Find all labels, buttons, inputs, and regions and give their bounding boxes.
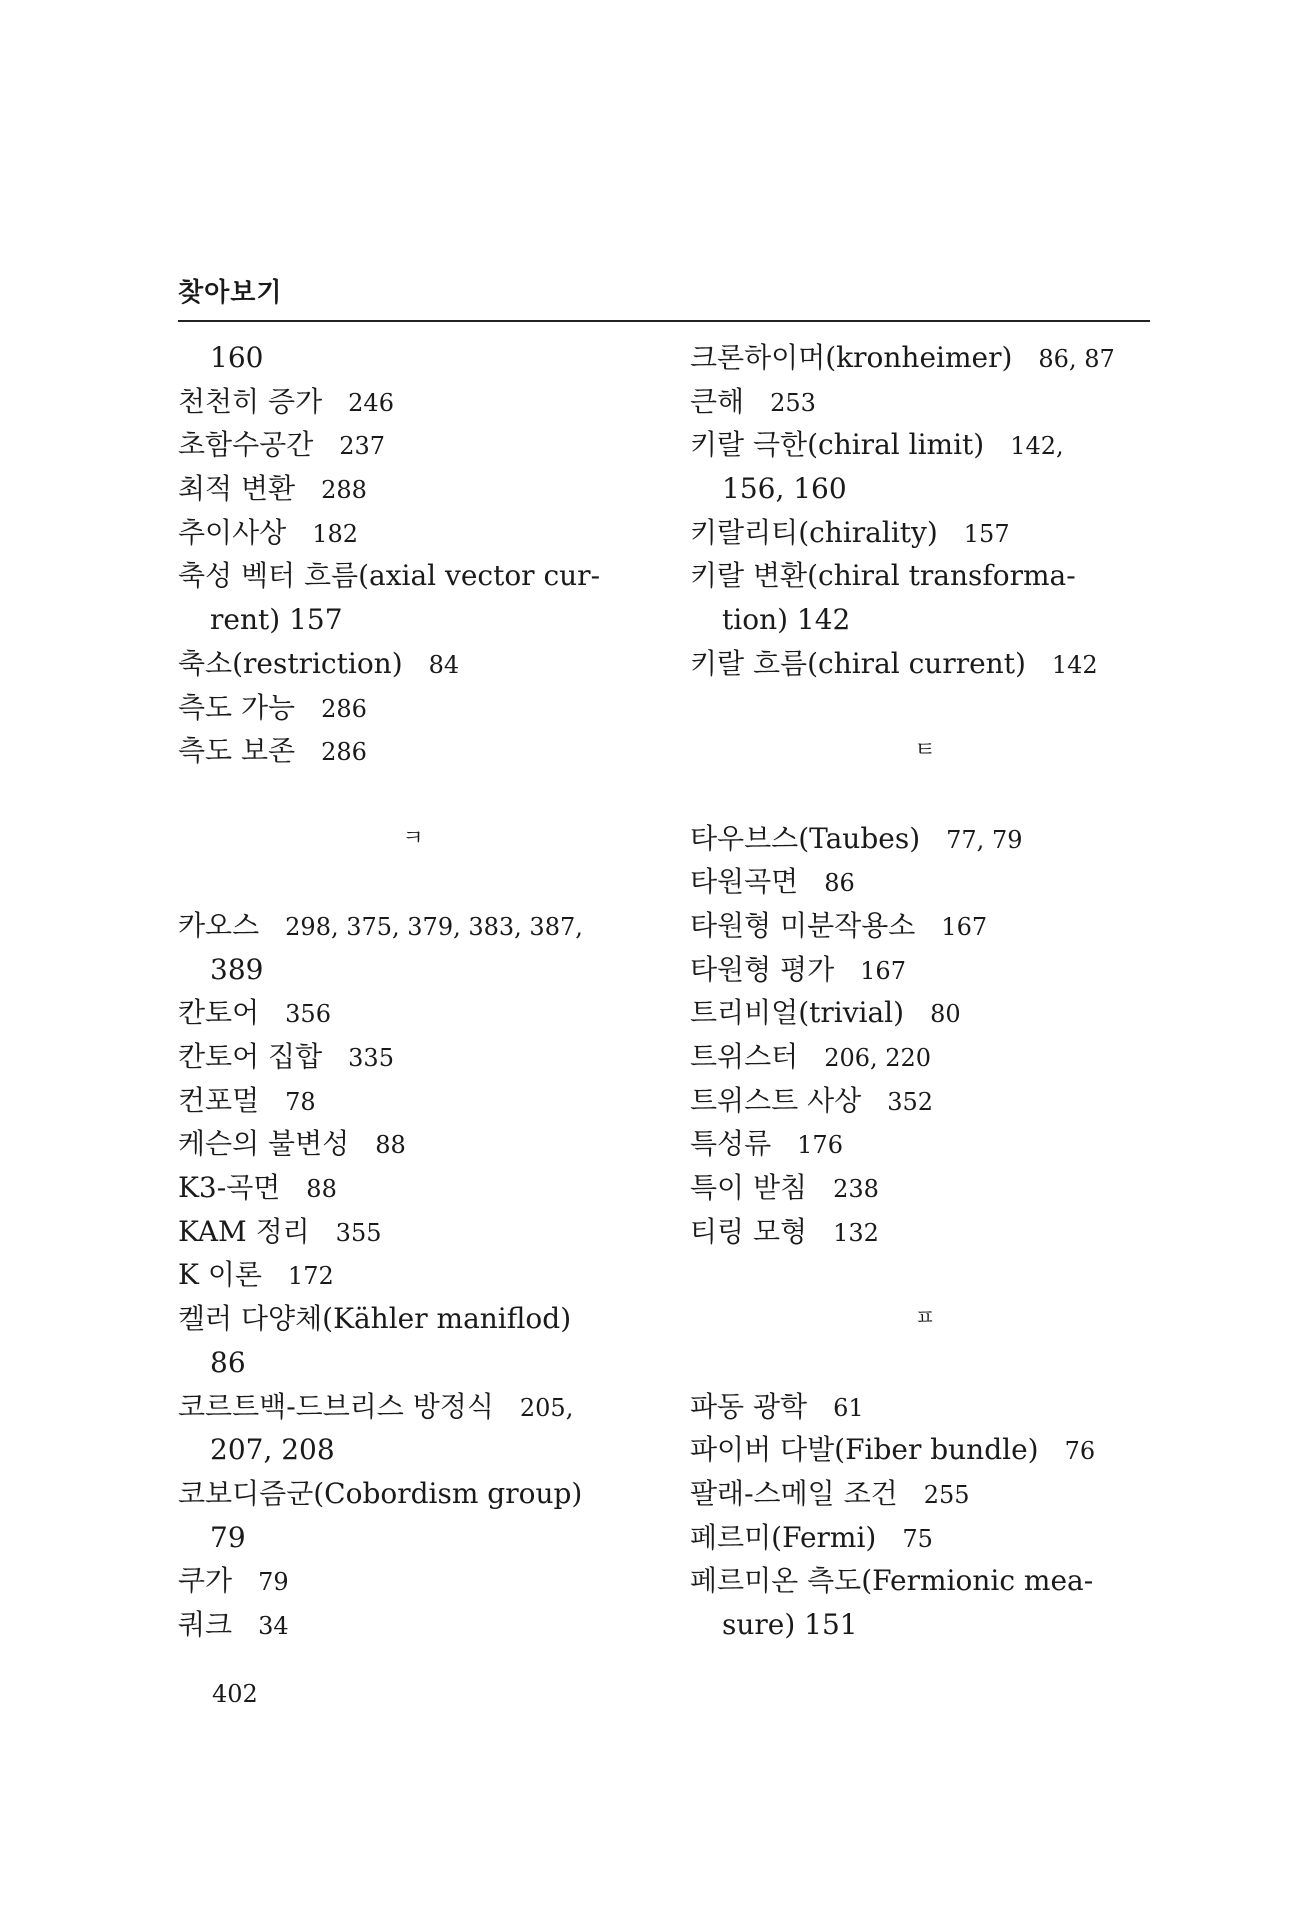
index-entry [690, 511, 1160, 555]
index-pages: 167 [860, 956, 906, 985]
index-term: 파동 광학 [690, 1389, 808, 1423]
index-term: 크론하이머(kronheimer) [690, 341, 1013, 374]
index-pages: 182 [312, 519, 359, 548]
index-term: 트위스터 [690, 1040, 799, 1073]
index-term: 쿼크 [178, 1607, 233, 1641]
index-pages: 61 [833, 1393, 864, 1422]
index-entry [690, 1079, 1160, 1123]
index-entry [690, 860, 1160, 904]
index-pages: 286 [321, 738, 367, 767]
index-entry-continuation: 156, 160 [722, 472, 847, 506]
index-pages: 246 [348, 388, 394, 417]
index-entry [178, 686, 648, 730]
index-entry [690, 1210, 1160, 1254]
index-term: 칸토어 [178, 996, 260, 1030]
index-entry [178, 729, 648, 773]
index-entry-continuation: tion) 142 [722, 603, 851, 637]
section-heading: ㅍ [914, 1306, 936, 1332]
index-term: 키랄리티(chirality) [690, 515, 938, 549]
index-term: 파이버 다발(Fiber bundle) [690, 1433, 1039, 1467]
index-entry-continuation: sure) 151 [722, 1607, 858, 1641]
index-term: K 이론 [178, 1258, 262, 1292]
index-entry [178, 554, 648, 598]
header-rule [178, 320, 1150, 322]
index-term: 측도 가능 [178, 690, 296, 724]
index-term: 트리비얼(trivial) [690, 996, 905, 1030]
index-pages: 80 [930, 1000, 961, 1029]
index-pages: 356 [285, 1000, 331, 1029]
index-entry [690, 991, 1160, 1035]
index-term: 측도 보존 [178, 734, 296, 768]
index-term: 칸토어 집합 [178, 1040, 323, 1073]
index-pages: 88 [306, 1175, 337, 1204]
index-pages: 142, [1010, 432, 1064, 461]
index-pages: 142 [1051, 650, 1098, 679]
index-entry-continuation: rent) 157 [210, 603, 343, 637]
index-entry [690, 1035, 1160, 1079]
index-term: 페르미온 측도(Fermionic mea- [690, 1564, 1094, 1598]
index-entry [178, 423, 648, 467]
index-term: KAM 정리 [178, 1214, 310, 1248]
index-entry [690, 1122, 1160, 1166]
index-term: 코보디즘군(Cobordism group) [178, 1476, 583, 1510]
index-term: 천천히 증가 [178, 384, 323, 418]
index-entry [178, 1297, 648, 1341]
index-pages: 238 [833, 1175, 879, 1204]
index-pages: 84 [428, 650, 460, 679]
index-term: 축소(restriction) [178, 646, 403, 680]
index-entry [178, 1603, 648, 1647]
index-entry [690, 1559, 1160, 1603]
index-pages: 79 [258, 1568, 289, 1597]
index-entry [178, 1079, 648, 1123]
index-entry [178, 991, 648, 1035]
index-pages: 86, 87 [1038, 345, 1115, 373]
spacer [178, 860, 648, 904]
section-heading: ㅌ [914, 738, 936, 764]
index-pages: 298, 375, 379, 383, 387, [285, 912, 583, 941]
index-entry-continuation: 389 [210, 952, 264, 986]
index-entry [178, 1166, 648, 1210]
index-entry [178, 1253, 648, 1297]
index-pages: 78 [285, 1087, 316, 1116]
index-entry [178, 642, 648, 686]
index-entry [690, 948, 1160, 992]
index-term: 티링 모형 [690, 1214, 808, 1248]
index-entry-continuation: 207, 208 [210, 1433, 335, 1467]
index-pages: 352 [887, 1087, 934, 1116]
index-entry [178, 1472, 648, 1516]
index-term: 키랄 흐름(chiral current) [690, 646, 1026, 680]
page-number: 402 [212, 1680, 258, 1708]
index-pages: 205, [519, 1393, 574, 1422]
spacer [690, 686, 1160, 730]
index-pages: 288 [321, 476, 367, 505]
index-pages: 167 [941, 912, 988, 941]
index-entry [178, 1122, 648, 1166]
index-entry [690, 817, 1160, 861]
index-entry [690, 1428, 1160, 1472]
index-column-right [690, 336, 1160, 1647]
index-pages: 237 [339, 432, 386, 461]
index-entry [178, 904, 648, 948]
index-entry [690, 1516, 1160, 1560]
index-term: 케슨의 불변성 [178, 1127, 350, 1161]
index-column-left [178, 336, 648, 1647]
section-heading: ㅋ [402, 825, 424, 851]
index-entry [690, 1472, 1160, 1516]
index-entry-continuation: 79 [210, 1520, 246, 1554]
index-pages: 132 [833, 1218, 879, 1247]
index-entry [690, 642, 1160, 686]
index-term: 최적 변환 [178, 472, 296, 506]
index-pages: 86 [824, 869, 855, 898]
spacer [690, 1253, 1160, 1297]
index-term: 키랄 변환(chiral transforma- [690, 559, 1076, 593]
index-entry [690, 1385, 1160, 1429]
index-entry [690, 380, 1160, 424]
index-entry [178, 1385, 648, 1429]
index-entry [178, 511, 648, 555]
index-entry [178, 467, 648, 511]
spacer [178, 773, 648, 817]
index-term: 초함수공간 [178, 428, 314, 462]
index-term: 컨포멀 [178, 1083, 260, 1117]
index-term: 특이 받침 [690, 1171, 808, 1205]
index-entry [178, 1035, 648, 1079]
index-entry [178, 1559, 648, 1603]
spacer [690, 1341, 1160, 1385]
index-term: 타원형 미분작용소 [690, 908, 916, 942]
index-entry [690, 336, 1160, 380]
index-term: K3-곡면 [178, 1171, 281, 1205]
index-term: 키랄 극한(chiral limit) [690, 428, 985, 462]
index-term: 켈러 다양체(Kähler maniflod) [178, 1302, 572, 1336]
spacer [690, 773, 1160, 817]
index-pages: 172 [287, 1262, 334, 1291]
index-term: 축성 벡터 흐름(axial vector cur- [178, 559, 601, 593]
index-term: 타원곡면 [690, 865, 799, 899]
index-pages: 77, 79 [946, 825, 1023, 854]
index-pages: 75 [902, 1524, 933, 1553]
index-term: 타원형 평가 [690, 952, 835, 986]
index-pages: 76 [1064, 1437, 1096, 1466]
index-entry-continuation: 160 [210, 341, 264, 374]
index-term: 쿠가 [178, 1564, 233, 1598]
page-title: 찾아보기 [178, 278, 283, 308]
index-term: 페르미(Fermi) [690, 1520, 877, 1554]
index-term: 추이사상 [178, 515, 287, 549]
index-entry [690, 554, 1160, 598]
index-entry [690, 423, 1160, 467]
index-term: 트위스트 사상 [690, 1083, 862, 1117]
index-term: 코르트백-드브리스 방정식 [178, 1389, 494, 1423]
index-entry-continuation: 86 [210, 1345, 246, 1379]
index-term: 카오스 [178, 908, 260, 942]
index-pages: 157 [963, 519, 1010, 548]
index-pages: 286 [321, 694, 367, 723]
index-pages: 355 [335, 1218, 382, 1247]
index-pages: 206, 220 [824, 1044, 932, 1072]
index-entry [178, 1210, 648, 1254]
index-term: 팔래-스메일 조건 [690, 1476, 898, 1510]
index-pages: 255 [923, 1480, 970, 1509]
index-entry [690, 904, 1160, 948]
index-entry [178, 380, 648, 424]
index-pages: 88 [375, 1131, 406, 1160]
index-term: 타우브스(Taubes) [690, 821, 921, 855]
index-term: 특성류 [690, 1127, 772, 1161]
index-pages: 176 [797, 1131, 843, 1160]
index-term: 큰해 [690, 384, 745, 418]
index-pages: 335 [348, 1044, 394, 1072]
index-entry [690, 1166, 1160, 1210]
index-pages: 253 [770, 388, 816, 417]
index-pages: 34 [258, 1611, 289, 1640]
